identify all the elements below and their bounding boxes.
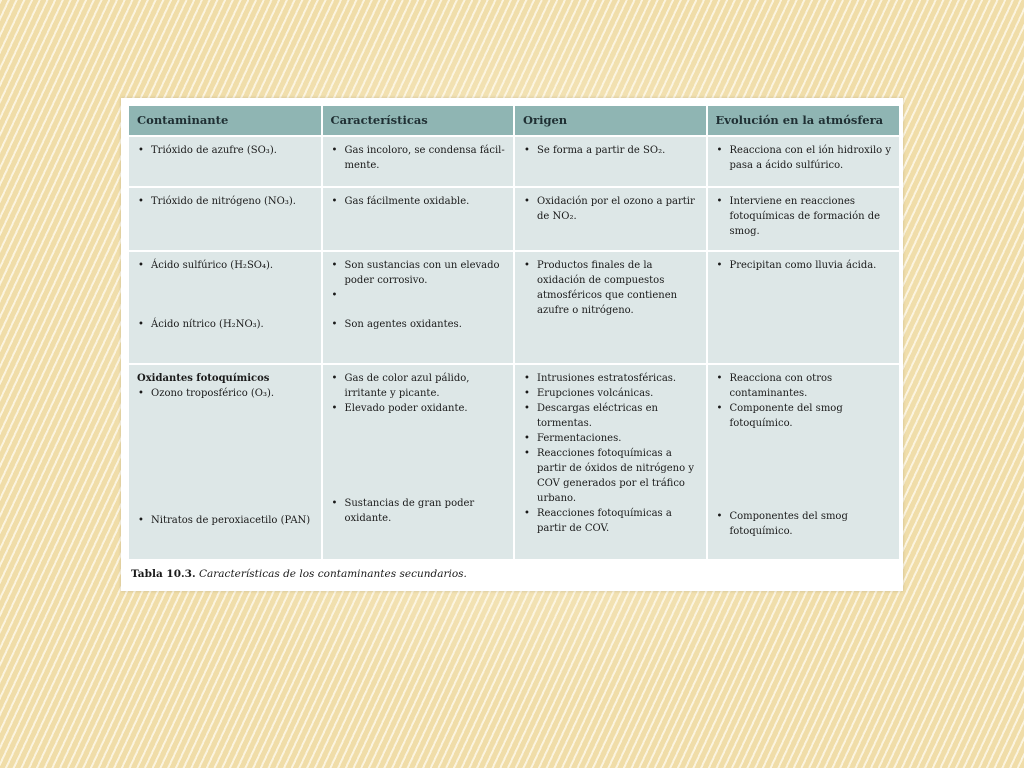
table-row	[129, 364, 899, 559]
list-item: • Productos finales de la oxidación de compuestos atmosféricos que contienen azufre o nitrógeno.	[523, 258, 698, 318]
header-evolucion: Evolución en la atmósfera	[707, 106, 900, 136]
list-item: • Componentes del smog fotoquímico.	[716, 509, 892, 539]
table-header-row	[129, 106, 899, 136]
list-item: • Intrusiones estratosféricas.	[523, 371, 698, 386]
table-caption	[131, 568, 467, 580]
list-item: • Reacciona con otros contaminantes.	[716, 371, 892, 401]
list-item: • Reacciona con el ión hidroxilo y pasa a ácido sulfúrico.	[716, 143, 892, 173]
list-item: • Gas de color azul pálido, irritante y picante.	[331, 371, 506, 401]
list-item: • Ozono troposférico (O₃).	[137, 386, 313, 401]
caption-text: Características de los contaminantes secundarios.	[198, 568, 467, 580]
cell-caracteristicas	[322, 364, 515, 559]
header-origen: Origen	[514, 106, 707, 136]
cell-origen	[514, 251, 707, 364]
list-item: • Ácido nítrico (H₂NO₃).	[137, 317, 313, 332]
table-row	[129, 187, 899, 251]
table-row	[129, 136, 899, 187]
cell-contaminante	[129, 251, 322, 364]
list-item: • Componente del smog fotoquímico.	[716, 401, 892, 431]
list-item: • Sustancias de gran poder oxidante.	[331, 496, 506, 526]
list-item: • Reacciones fotoquímicas a partir de óxidos de nitrógeno y COV generados por el tráfico urbano.	[523, 446, 698, 506]
list-item: • Precipitan como lluvia ácida.	[716, 258, 892, 273]
cell-caracteristicas	[322, 251, 515, 364]
list-item: • Trióxido de azufre (SO₃).	[137, 143, 313, 158]
cell-caracteristicas	[322, 187, 515, 251]
cell-evolucion	[707, 364, 900, 559]
list-item: • Se forma a partir de SO₂.	[523, 143, 698, 158]
cell-evolucion	[707, 187, 900, 251]
list-item: • Erupciones volcánicas.	[523, 386, 698, 401]
cell-evolucion	[707, 136, 900, 187]
list-item: • Oxidación por el ozono a partir de NO₂.	[523, 194, 698, 224]
cell-contaminante	[129, 364, 322, 559]
list-item: • Elevado poder oxidante.	[331, 401, 506, 416]
list-item: • Gas fácilmente oxidable.	[331, 194, 506, 209]
cell-caracteristicas	[322, 136, 515, 187]
table-card	[121, 98, 903, 591]
group-label: Oxidantes fotoquímicos	[137, 373, 270, 385]
cell-origen	[514, 136, 707, 187]
list-item: • Trióxido de nitrógeno (NO₃).	[137, 194, 313, 209]
list-item: • Reacciones fotoquímicas a partir de COV.	[523, 506, 698, 536]
cell-evolucion	[707, 251, 900, 364]
list-item: • Ácido sulfúrico (H₂SO₄).	[137, 258, 313, 273]
list-item: • Son sustancias con un elevado poder corrosivo.	[331, 258, 506, 288]
list-item: • Descargas eléctricas en tormentas.	[523, 401, 698, 431]
caption-number: Tabla 10.3.	[131, 568, 196, 580]
header-caracteristicas: Características	[322, 106, 515, 136]
list-item: • Nitratos de peroxiacetilo (PAN)	[137, 513, 313, 528]
list-item: • Interviene en reacciones fotoquímicas de formación de smog.	[716, 194, 892, 239]
table-row	[129, 251, 899, 364]
cell-contaminante	[129, 136, 322, 187]
list-item: • Gas incoloro, se condensa fácil-mente.	[331, 143, 506, 173]
list-item: • Son agentes oxidantes.	[331, 317, 506, 332]
header-contaminante: Contaminante	[129, 106, 322, 136]
pollutants-table	[129, 106, 899, 559]
cell-origen	[514, 187, 707, 251]
cell-origen	[514, 364, 707, 559]
list-item: • Fermentaciones.	[523, 431, 698, 446]
cell-contaminante	[129, 187, 322, 251]
